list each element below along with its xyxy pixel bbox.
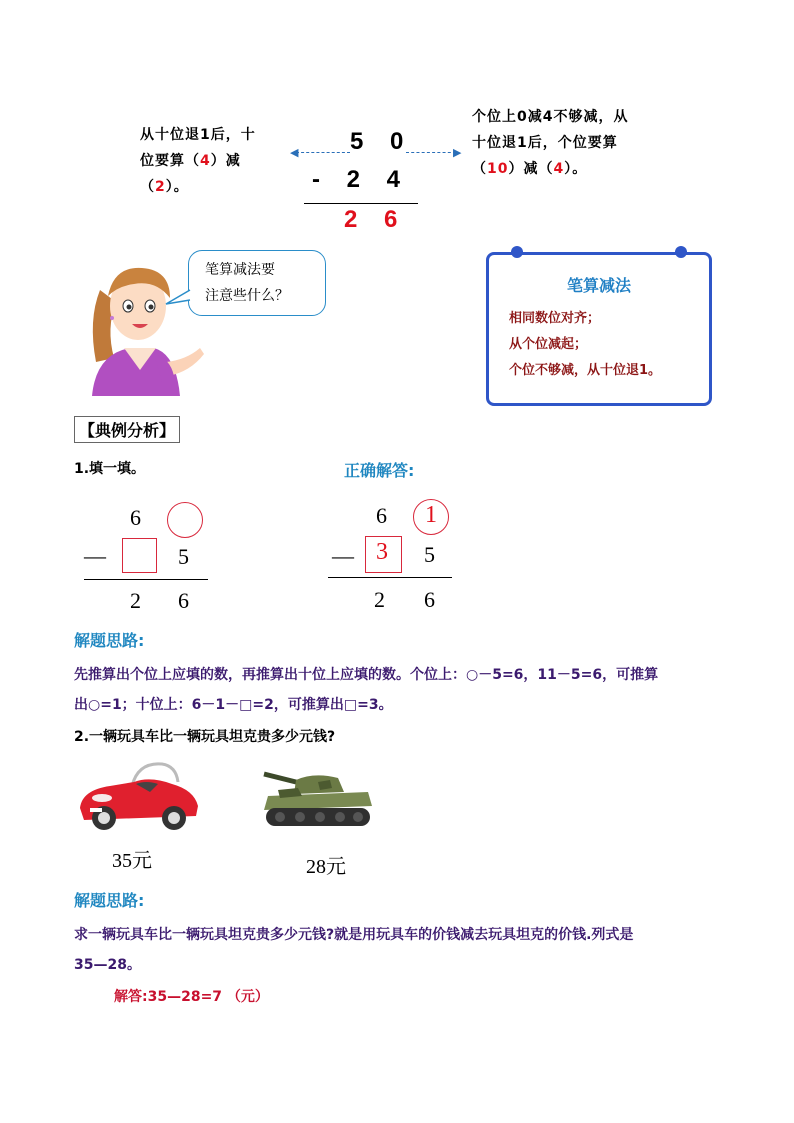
q2-thinking-heading: 解题思路:: [74, 891, 145, 910]
left-note-line3-a: （: [140, 179, 155, 195]
top-row1: 5 0: [350, 128, 414, 155]
top-result: 2 6: [344, 206, 408, 233]
q1-thinking-heading: 解题思路:: [74, 631, 145, 650]
q1-right-line: [328, 577, 452, 578]
section-title: 【典例分析】: [74, 416, 180, 443]
right-note-line3-c: ）。: [564, 161, 588, 177]
q1-left-res-ones: 6: [178, 588, 189, 613]
q1-right-bottom-tens-answer: 3: [376, 539, 388, 565]
right-dashed-arrow: [406, 152, 456, 153]
q1-left-blank-square[interactable]: [122, 538, 157, 573]
right-note-num1: 10: [487, 161, 509, 177]
q1-left-bottom-ones: 5: [178, 544, 189, 569]
left-note-line3-b: ）。: [165, 179, 189, 195]
binder-ring-left-icon: [511, 246, 523, 258]
bubble-tail-icon: [164, 288, 194, 308]
q1-right-res-tens: 2: [374, 587, 385, 612]
rule-item-1: 相同数位对齐；: [509, 311, 601, 326]
left-note-line2: [140, 148, 290, 174]
car-price: 35元: [112, 850, 152, 872]
left-note-num2: 2: [155, 179, 166, 195]
rule-item-2: 从个位减起；: [509, 337, 588, 352]
q1-thinking-line1: 先推算出个位上应填的数，再推算出十位上应填的数。个位上：○－5=6，11－5=6，可推算: [74, 667, 659, 683]
q1-answer-heading: 正确解答:: [344, 461, 415, 480]
q1-left-blank-circle[interactable]: [167, 502, 203, 538]
top-sum-line: [304, 203, 418, 204]
q1-label: 1.填一填。: [74, 461, 146, 477]
right-note-num2: 4: [553, 161, 565, 177]
rules-title: 笔算减法: [566, 276, 631, 295]
rules-list: [489, 296, 709, 384]
q1-left-minus: —: [84, 543, 106, 568]
q1-right-res-ones: 6: [424, 587, 435, 612]
q1-thinking: [74, 660, 734, 720]
q1-left-res-tens: 2: [130, 588, 141, 613]
binder-ring-right-icon: [675, 246, 687, 258]
q1-right-minus: —: [332, 543, 354, 568]
rule-item-3: 个位不够减，从十位退1。: [509, 363, 662, 378]
q2-thinking: [74, 920, 754, 980]
q1-right-bottom-ones: 5: [424, 542, 435, 567]
q1-left-line: [84, 579, 208, 580]
toy-car-icon: [76, 756, 202, 836]
q1-thinking-line2: 出○=1；十位上：6－1－□=2，可推算出□=3。: [74, 697, 393, 713]
bubble-line2: 注意些什么？: [205, 288, 289, 304]
q2-label: 2.一辆玩具车比一辆玩具坦克贵多少元钱?: [74, 729, 336, 745]
left-note-line1: 从十位退1后，十: [140, 127, 256, 143]
rules-box: [486, 252, 712, 406]
bubble-line1: 笔算减法要: [205, 262, 275, 278]
left-note-line2-a: 位要算（: [140, 153, 200, 169]
q1-right-top-tens: 6: [376, 503, 387, 528]
q2-thinking-line2: 35—28。: [74, 957, 141, 973]
toy-tank-image: [258, 760, 376, 836]
q2-thinking-line1: 求一辆玩具车比一辆玩具坦克贵多少元钱?就是用玩具车的价钱减去玩具坦克的价钱.列式是: [74, 927, 634, 943]
right-note-line3-b: ）减（: [508, 161, 554, 177]
left-note-line2-b: ）减: [210, 153, 241, 169]
speech-bubble: [188, 250, 326, 316]
left-dashed-arrow: [296, 152, 350, 153]
right-arrowhead-icon: ▶: [453, 146, 462, 159]
left-note-num1: 4: [200, 153, 211, 169]
toy-tank-icon: [258, 760, 376, 836]
q2-answer: 解答:35—28=7 （元）: [114, 989, 269, 1005]
q1-left-top-tens: 6: [130, 505, 141, 530]
top-row2: - 2 4: [312, 166, 411, 193]
right-note-line3: [472, 156, 692, 182]
left-note-line3: [140, 174, 290, 200]
tank-price: 28元: [306, 856, 346, 878]
right-note-line1: 个位上0减4不够减，从: [472, 109, 629, 125]
right-note-line2: 十位退1后，个位要算: [472, 135, 618, 151]
left-arrowhead-icon: ◀: [290, 146, 299, 159]
toy-car-image: [76, 756, 202, 836]
q1-right-top-ones-answer: 1: [425, 502, 437, 528]
right-note-line3-a: （: [472, 161, 487, 177]
right-note: [472, 104, 692, 182]
left-note: [140, 122, 290, 200]
